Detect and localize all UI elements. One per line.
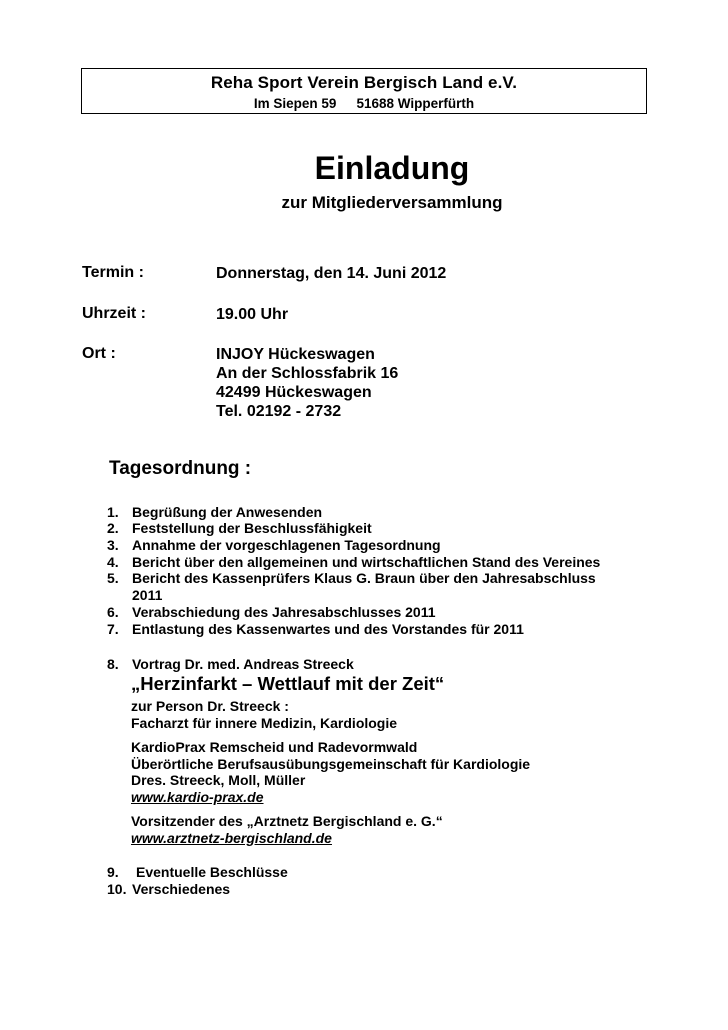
agenda-item <box>0 604 728 621</box>
agenda-item-text: Annahme der vorgeschlagenen Tagesordnung <box>132 537 441 553</box>
agenda-item <box>0 881 728 898</box>
agenda-item <box>0 656 728 673</box>
agenda-item <box>0 537 728 554</box>
ort-line: 42499 Hückeswagen <box>216 384 372 401</box>
agenda-item-text: Eventuelle Beschlüsse <box>136 864 288 880</box>
agenda-item <box>0 504 728 521</box>
ort-line: An der Schlossfabrik 16 <box>216 365 399 382</box>
agenda-item-text: Begrüßung der Anwesenden <box>132 504 323 520</box>
letterhead-box <box>81 68 647 114</box>
practice-line: KardioPrax Remscheid und Radevormwald <box>131 739 418 755</box>
title-text: Einladung <box>314 150 470 186</box>
arztnetz-website-link[interactable]: www.arztnetz-bergischland.de <box>131 830 332 846</box>
ort-line: INJOY Hückeswagen <box>216 346 375 363</box>
agenda-item-text: Verschiedenes <box>132 881 231 897</box>
address-street: Im Siepen 59 <box>253 96 337 111</box>
agenda-item-text: Entlastung des Kassenwartes und des Vorstandes für 2011 <box>132 621 524 637</box>
agenda-item-number: 8. <box>107 656 119 672</box>
uhrzeit-value: 19.00 Uhr <box>216 306 289 323</box>
agenda-item <box>0 520 728 537</box>
agenda-item-text: Bericht des Kassenprüfers Klaus G. Braun über den Jahresabschluss <box>132 570 596 586</box>
agenda-item-number: 9. <box>107 864 119 880</box>
agenda-item-text-continued: 2011 <box>132 587 163 603</box>
agenda-item-text: Bericht über den allgemeinen und wirtschaftlichen Stand des Vereines <box>132 554 601 570</box>
chair-line: Vorsitzender des „Arztnetz Bergischland e. G.“ <box>131 813 443 829</box>
agenda-item <box>0 864 728 881</box>
agenda-heading: Tagesordnung : <box>109 458 252 479</box>
agenda-item <box>0 621 728 638</box>
document-title <box>0 150 728 187</box>
specialty-line: Facharzt für innere Medizin, Kardiologie <box>131 715 398 731</box>
agenda-item-number: 2. <box>107 520 119 536</box>
agenda-item-number: 4. <box>107 554 119 570</box>
agenda-item-number: 10. <box>107 881 127 897</box>
address-city: 51688 Wipperfürth <box>356 96 475 111</box>
person-heading: zur Person Dr. Streeck : <box>131 698 289 714</box>
ort-line: Tel. 02192 - 2732 <box>216 403 342 420</box>
document-subtitle <box>0 193 728 213</box>
agenda-item-text: Verabschiedung des Jahresabschlusses 2011 <box>132 604 436 620</box>
practice-line: Überörtliche Berufsausübungsgemeinschaft für Kardiologie <box>131 756 531 772</box>
agenda-item <box>0 554 728 571</box>
organization-name: Reha Sport Verein Bergisch Land e.V. <box>210 73 518 92</box>
agenda-item <box>0 570 728 604</box>
subtitle-text: zur Mitgliederversammlung <box>281 193 503 212</box>
organization-address <box>82 96 646 111</box>
agenda-item-number: 5. <box>107 570 119 586</box>
agenda-item-number: 1. <box>107 504 119 520</box>
agenda-item-text: Vortrag Dr. med. Andreas Streeck <box>132 656 354 672</box>
agenda-item-number: 7. <box>107 621 119 637</box>
agenda-item-number: 3. <box>107 537 119 553</box>
uhrzeit-label: Uhrzeit : <box>82 305 146 322</box>
agenda-item-number: 6. <box>107 604 119 620</box>
termin-label: Termin : <box>82 264 144 281</box>
practice-line: Dres. Streeck, Moll, Müller <box>131 772 306 788</box>
lecture-title: „Herzinfarkt – Wettlauf mit der Zeit“ <box>131 673 445 694</box>
ort-label: Ort : <box>82 345 116 362</box>
termin-value: Donnerstag, den 14. Juni 2012 <box>216 265 447 282</box>
agenda-item-text: Feststellung der Beschlussfähigkeit <box>132 520 372 536</box>
practice-website-link[interactable]: www.kardio-prax.de <box>131 789 264 805</box>
